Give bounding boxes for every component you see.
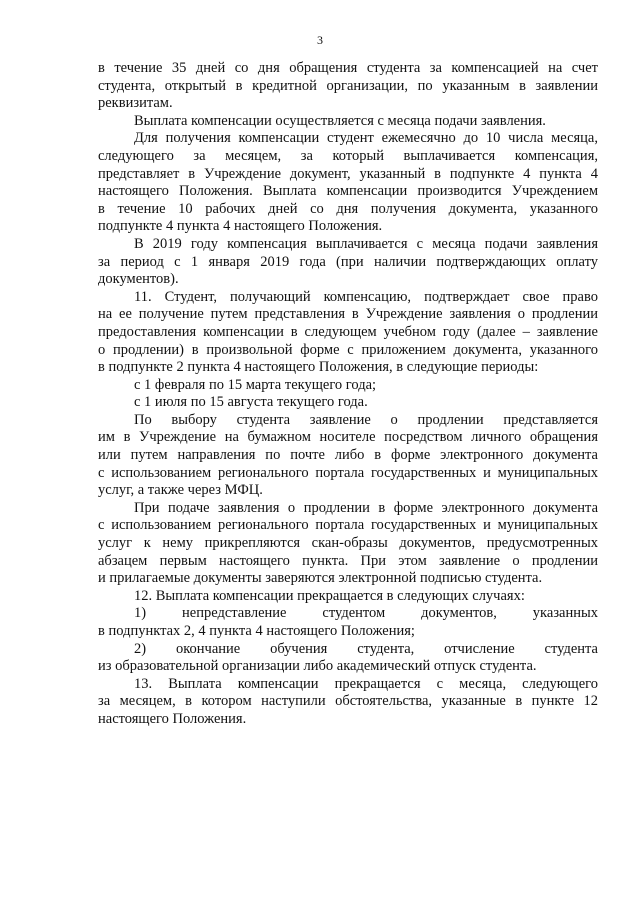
text-line: Для получения компенсации студент ежемесячно до 10 числа месяца, [134, 130, 598, 147]
text-line: за месяцем, в котором наступили обстоятельства, указанные в пункте 12 [98, 693, 598, 710]
text-line: о продлении) в произвольной форме с приложением документа, указанного [98, 341, 598, 358]
text-line: Выплата компенсации осуществляется с месяца подачи заявления. [134, 112, 546, 129]
document-body [98, 60, 598, 729]
text-line: и прилагаемые документы заверяются электронной подписью студента. [98, 570, 543, 587]
text-line: При подаче заявления о продлении в форме электронного документа [134, 499, 598, 516]
text-line: с использованием регионального портала государственных и муниципальных [98, 464, 598, 481]
text-line: с использованием регионального портала государственных и муниципальных [98, 517, 598, 534]
text-line: следующего за месяцем, за который выплачивается компенсация, [98, 147, 598, 164]
text-line: услуг к нему прикрепляются скан-образы документов, предусмотренных [98, 535, 598, 552]
text-line: в течение 35 дней со дня обращения студента за компенсацией на счет [98, 60, 598, 76]
text-line: или путем направления по почте либо в форме электронного документа [98, 447, 598, 464]
text-line: в течение 10 рабочих дней со дня получения документа, указанного [98, 200, 598, 217]
text-line: на ее получение путем представления в Учреждение заявления о продлении [98, 306, 598, 323]
text-line: В 2019 году компенсация выплачивается с месяца подачи заявления [134, 235, 598, 252]
text-line: в подпункте 2 пункта 4 настоящего Положения, в следующие периоды: [98, 359, 539, 376]
text-line: с 1 июля по 15 августа текущего года. [134, 394, 368, 411]
text-line: настоящего Положения. [98, 710, 247, 727]
text-line: предоставления компенсации в следующем учебном году (далее – заявление [98, 323, 598, 340]
text-line: 11. Студент, получающий компенсацию, подтверждает свое право [134, 288, 598, 305]
text-line: за период с 1 января 2019 года (при наличии подтверждающих оплату [98, 253, 598, 270]
text-line: в подпунктах 2, 4 пункта 4 настоящего Положения; [98, 623, 415, 639]
text-line: из образовательной организации либо академический отпуск студента. [98, 658, 537, 675]
text-line: студента, открытый в кредитной организации, по указанным в заявлении [98, 77, 598, 94]
text-line: подпункте 4 пункта 4 настоящего Положения. [98, 218, 383, 235]
text-line: настоящего Положения. Выплата компенсации производится Учреждением [98, 183, 598, 200]
text-line: услуг, а также через МФЦ. [98, 482, 263, 499]
text-line: реквизитам. [98, 95, 173, 112]
text-line: представляет в Учреждение документ, указанный в подпункте 4 пункта 4 [98, 165, 598, 182]
text-line: абзацем первым настоящего пункта. При этом заявление о продлении [98, 552, 598, 569]
text-line: им в Учреждение на бумажном носителе посредством личного обращения [98, 429, 598, 446]
text-line: документов). [98, 271, 179, 288]
text-line: 1) непредставление студентом документов, указанных [134, 605, 598, 622]
text-line: 12. Выплата компенсации прекращается в следующих случаях: [134, 587, 525, 604]
text-line: 13. Выплата компенсации прекращается с месяца, следующего [134, 675, 598, 692]
text-line: с 1 февраля по 15 марта текущего года; [134, 376, 377, 393]
page-number: 3 [317, 33, 323, 47]
text-line: 2) окончание обучения студента, отчисление студента [134, 640, 598, 657]
text-line: По выбору студента заявление о продлении представляется [134, 411, 598, 428]
